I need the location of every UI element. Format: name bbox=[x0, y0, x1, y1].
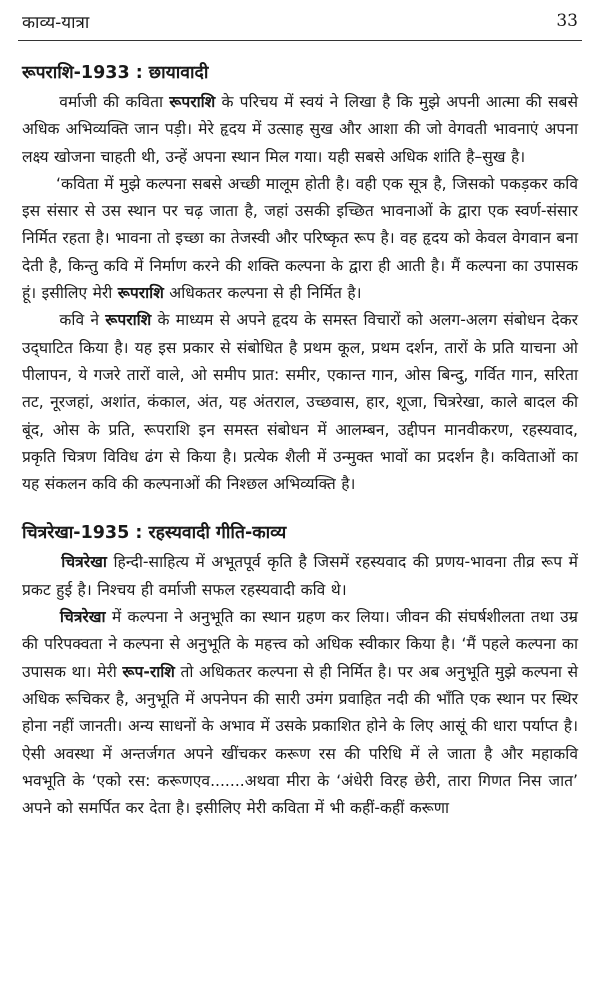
text-run: वर्माजी की कविता bbox=[22, 93, 170, 111]
paragraph bbox=[22, 307, 578, 498]
paragraph bbox=[22, 604, 578, 822]
page-number: 33 bbox=[556, 11, 578, 31]
bold-title: रूपराशि bbox=[117, 284, 164, 303]
section-chitrarekha bbox=[22, 520, 578, 822]
bold-title: रूपराशि bbox=[105, 311, 152, 330]
header-rule bbox=[18, 40, 582, 41]
text-run: ‘कविता में मुझे कल्पना सबसे अच्छी मालूम होती है। वही एक सूत्र है, जिसको पकड़कर कवि इस संसार से उस स्थान पर चढ़ जाता है, जहां उसकी इच्छित भावनाओं के द्वारा एक स्वर्ण-संसार निर्मित रहता है। भावना तो इच्छा का तेजस्वी और परिष्कृत रूप है। वह हृदय को केवल वेगवान बना देती है, किन्तु कवि में निर्माण करने की शक्ति कल्पना के द्वारा ही आती है। मैं कल्पना का उपासक हूं। इसीलिए मेरी bbox=[22, 174, 578, 303]
text-run: के परिचय में स्वयं ने लिखा है कि मुझे अपनी आत्मा की सबसे अधिक अभिव्यक्ति जान पड़ी। मेरे हृदय में उत्साह सुख और आशा की जो वेगवती भावनाएं अपना लक्ष्य खोजना चाहती थी, उन्हें अपना स्थान मिल गया। यही सबसे अधिक शांति है–सुख है। bbox=[22, 93, 578, 166]
text-run: तो अधिकतर कल्पना से ही निर्मित है। पर अब अनुभूति मुझे कल्पना से अधिक रूचिकर है, अनुभूति में अपनेपन की सारी उमंग प्रवाहित नदी की भाँति एक स्थान पर स्थिर होना नहीं जानती। अन्य साधनों के अभाव में उसके प्रकाशित होने के लिए आसूं की धारा पर्याप्त है। ऐसी अवस्था में अन्तर्जगत अपने खींचकर करूण रस की परिधि में ले जाता है और महाकवि भवभूति के ‘एको रस: करूणएव.......अथवा मीरा के ‘अंधेरी विरह छेरी, तारा गिणत निस जात’ अपने को समर्पित कर देता है। इसीलिए मेरी कविता में भी कहीं-कहीं करूणा bbox=[22, 662, 578, 818]
text-run: हिन्दी-साहित्य में अभूतपूर्व कृति है जिसमें रहस्यवाद की प्रणय-भावना तीव्र रूप में प्रकट हुई है। निश्चय ही वर्माजी सफल रहस्यवादी कवि थे। bbox=[22, 553, 578, 599]
text-run: के माध्यम से अपने हृदय के समस्त विचारों को अलग-अलग संबोधन देकर उद्‍घाटित किया है। यह इस प्रकार से संबोधित है प्रथम कूल, प्रथम दर्शन, तारों के प्रति याचना ओ पीलापन, ये गजरे तारों वाले, ओ समीप प्रात: समीर, एकान्त गान, ओस बिन्दु, गर्वित गान, सरिता तट, नूरजहां, अशांत, कंकाल, अंत, यह अंतराल, उच्छवास, हार, शूजा, चित्ररेखा, काले बादल की बूंद, ओस के प्रति, रूपराशि इन समस्त संबोधन में आलम्बन, उद्दीपन मानवीकरण, रहस्यवाद, प्रकृति चित्रण विविध ढंग से किया है। प्रत्येक शैली में उन्मुक्त भावों का प्रदर्शन है। कविताओं का यह संकलन कवि की कल्पनाओं की निश्छल अभिव्यक्ति है। bbox=[22, 311, 578, 494]
text-run: कवि ने bbox=[22, 311, 106, 330]
section-heading-rooprashi: रूपराशि-1933 : छायावादी bbox=[22, 63, 209, 83]
bold-title: रूप-राशि bbox=[122, 662, 175, 681]
bold-title: चित्ररेखा bbox=[61, 553, 107, 572]
book-title: काव्य-यात्रा bbox=[22, 12, 90, 33]
paragraph bbox=[22, 549, 578, 604]
paragraph bbox=[22, 89, 578, 171]
bold-title: चित्ररेखा bbox=[59, 608, 106, 627]
section-rooprashi bbox=[22, 60, 578, 498]
paragraph bbox=[22, 171, 578, 307]
text-run: में कल्पना ने अनुभूति का स्थान ग्रहण कर लिया। जीवन की संघर्षशीलता तथा उम्र की परिपक्वता ने कल्पना से अनुभूति के महत्त्व को अधिक स्वीकार किया है। ‘मैं पहले कल्पना का उपासक था। मेरी bbox=[22, 608, 578, 681]
section-heading-chitrarekha: चित्ररेखा-1935 : रहस्यवादी गीति-काव्य bbox=[22, 523, 287, 544]
running-header bbox=[22, 4, 578, 38]
text-run bbox=[22, 553, 61, 571]
text-run: अधिकतर कल्पना से ही निर्मित है। bbox=[163, 284, 362, 303]
page-body bbox=[22, 60, 578, 822]
bold-title: रूपराशि bbox=[169, 93, 216, 111]
text-run bbox=[22, 608, 60, 626]
